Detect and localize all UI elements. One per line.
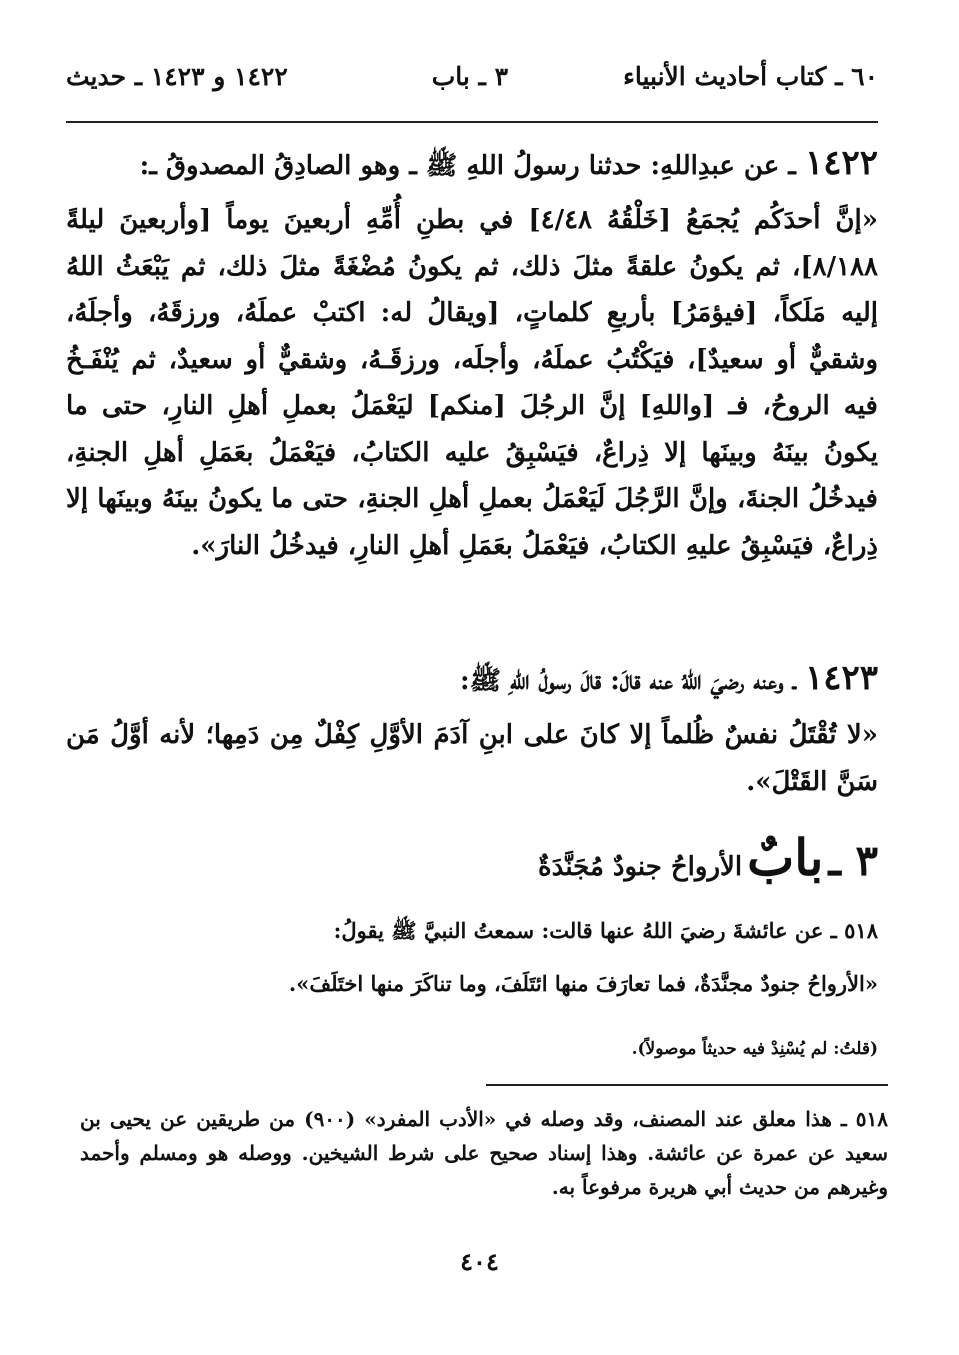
chapter-word: بابٌ [747, 828, 824, 887]
hadith-1423-heading [66, 655, 878, 704]
chapter-title: الأرواحُ جنودٌ مُجَنَّدَةٌ [538, 852, 743, 882]
editor-note: (قلتُ: لم يُسْنِدْ فيه حديثاً موصولاً). [631, 1039, 878, 1059]
hadith-518-text: «الأرواحُ جنودٌ مجنَّدَةٌ، فما تعارَفَ منها ائتَلَفَ، وما تناكَرَ منها اختَلَفَ». [288, 971, 878, 996]
hadith-1423 [66, 655, 878, 805]
chapter-number: ٣ ـ [828, 836, 878, 885]
hadith-1422-intro: ـ عن عبدِاللهِ: حدثنا رسولُ اللهِ ﷺ ـ وهو الصادِقُ المصدوقُ ـ: [139, 151, 796, 181]
page-number: ٤٠٤ [460, 1247, 499, 1276]
hadith-1422 [66, 140, 878, 569]
footnote-518: ٥١٨ ـ هذا معلق عند المصنف، وقد وصله في «الأدب المفرد» (٩٠٠) من طريقين عن يحيى بن سعيد عن عمرة عن عائشة. وهذا إسناد صحيح على شرط الشيخين. ووصله هو ومسلم وأحمد وغيرهم من حديث أبي هريرة مرفوعاً به. [80, 1107, 889, 1199]
header-book-title: ٦٠ ـ كتاب أحاديث الأنبياء [623, 62, 878, 91]
running-header [66, 62, 878, 106]
hadith-1423-text: «لا تُقْتَلُ نفسٌ ظُلماً إلا كانَ على ابنِ آدَمَ الأوَّلِ كِفْلٌ مِن دَمِها؛ لأنه أوَّلُ مَن سَنَّ القَتْلَ». [66, 720, 878, 797]
chapter-heading [538, 828, 878, 887]
header-chapter: ٣ ـ باب [431, 62, 508, 91]
hadith-1423-intro: ـ وعنه رضيَ اللهُ عنه قالَ: قالَ رسولُ اللهِ ﷺ: [459, 666, 796, 696]
hadith-518-intro: ٥١٨ ـ عن عائشةَ رضيَ اللهُ عنها قالت: سمعتُ النبيَّ ﷺ يقولُ: [333, 918, 878, 943]
header-hadith-range: ١٤٢٢ و ١٤٢٣ ـ حديث [66, 62, 288, 91]
hadith-1422-heading [66, 140, 878, 189]
hadith-1422-text: «إنَّ أحدَكُم يُجمَعُ [خَلْقُهُ ٤/٤٨] في بطنِ أُمِّهِ أربعينَ يوماً [وأربعينَ ليلةً ٨/١٨٨]، ثم يكونُ علقةً مثلَ ذلك، ثم يكونُ مُضْغَةً مثلَ ذلك، ثم يَبْعَثُ اللهُ إليه مَلَكاً، [فيؤمَرُ] بأربعِ كلماتٍ، [ويقالُ له: اكتبْ عملَهُ، ورزقَهُ، وأجلَهُ، وشقيٌّ أو سعيدٌ]، فيَكْتُبُ عملَهُ، وأجلَه، ورزقَـهُ، وشقيٌّ أو سعيدٌ، ثم يُنْفَـخُ فيه الروحُ، فـ [واللهِ] إنَّ الرجُلَ [منكم] ليَعْمَلُ بعملِ أهلِ النارِ، حتى ما يكونُ بينَهُ وبينَها إلا ذِراعٌ، فيَسْبِقُ عليه الكتابُ، فيَعْمَلُ بعَمَلِ أهلِ الجنةِ، فيدخُلُ الجنةَ، وإنَّ الرَّجُلَ لَيَعْمَلُ بعملِ أهلِ الجنةِ، حتى ما يكونُ بينَهُ وبينَها إلا ذِراعٌ، فيَسْبِقُ عليهِ الكتابُ، فيَعْمَلُ بعَمَلِ أهلِ النارِ، فيدخُلُ النارَ». [66, 205, 878, 561]
footnote-divider [486, 1084, 888, 1086]
hadith-1422-number: ١٤٢٢ [804, 143, 878, 183]
hadith-1423-number: ١٤٢٣ [804, 658, 878, 698]
header-divider [66, 121, 878, 123]
